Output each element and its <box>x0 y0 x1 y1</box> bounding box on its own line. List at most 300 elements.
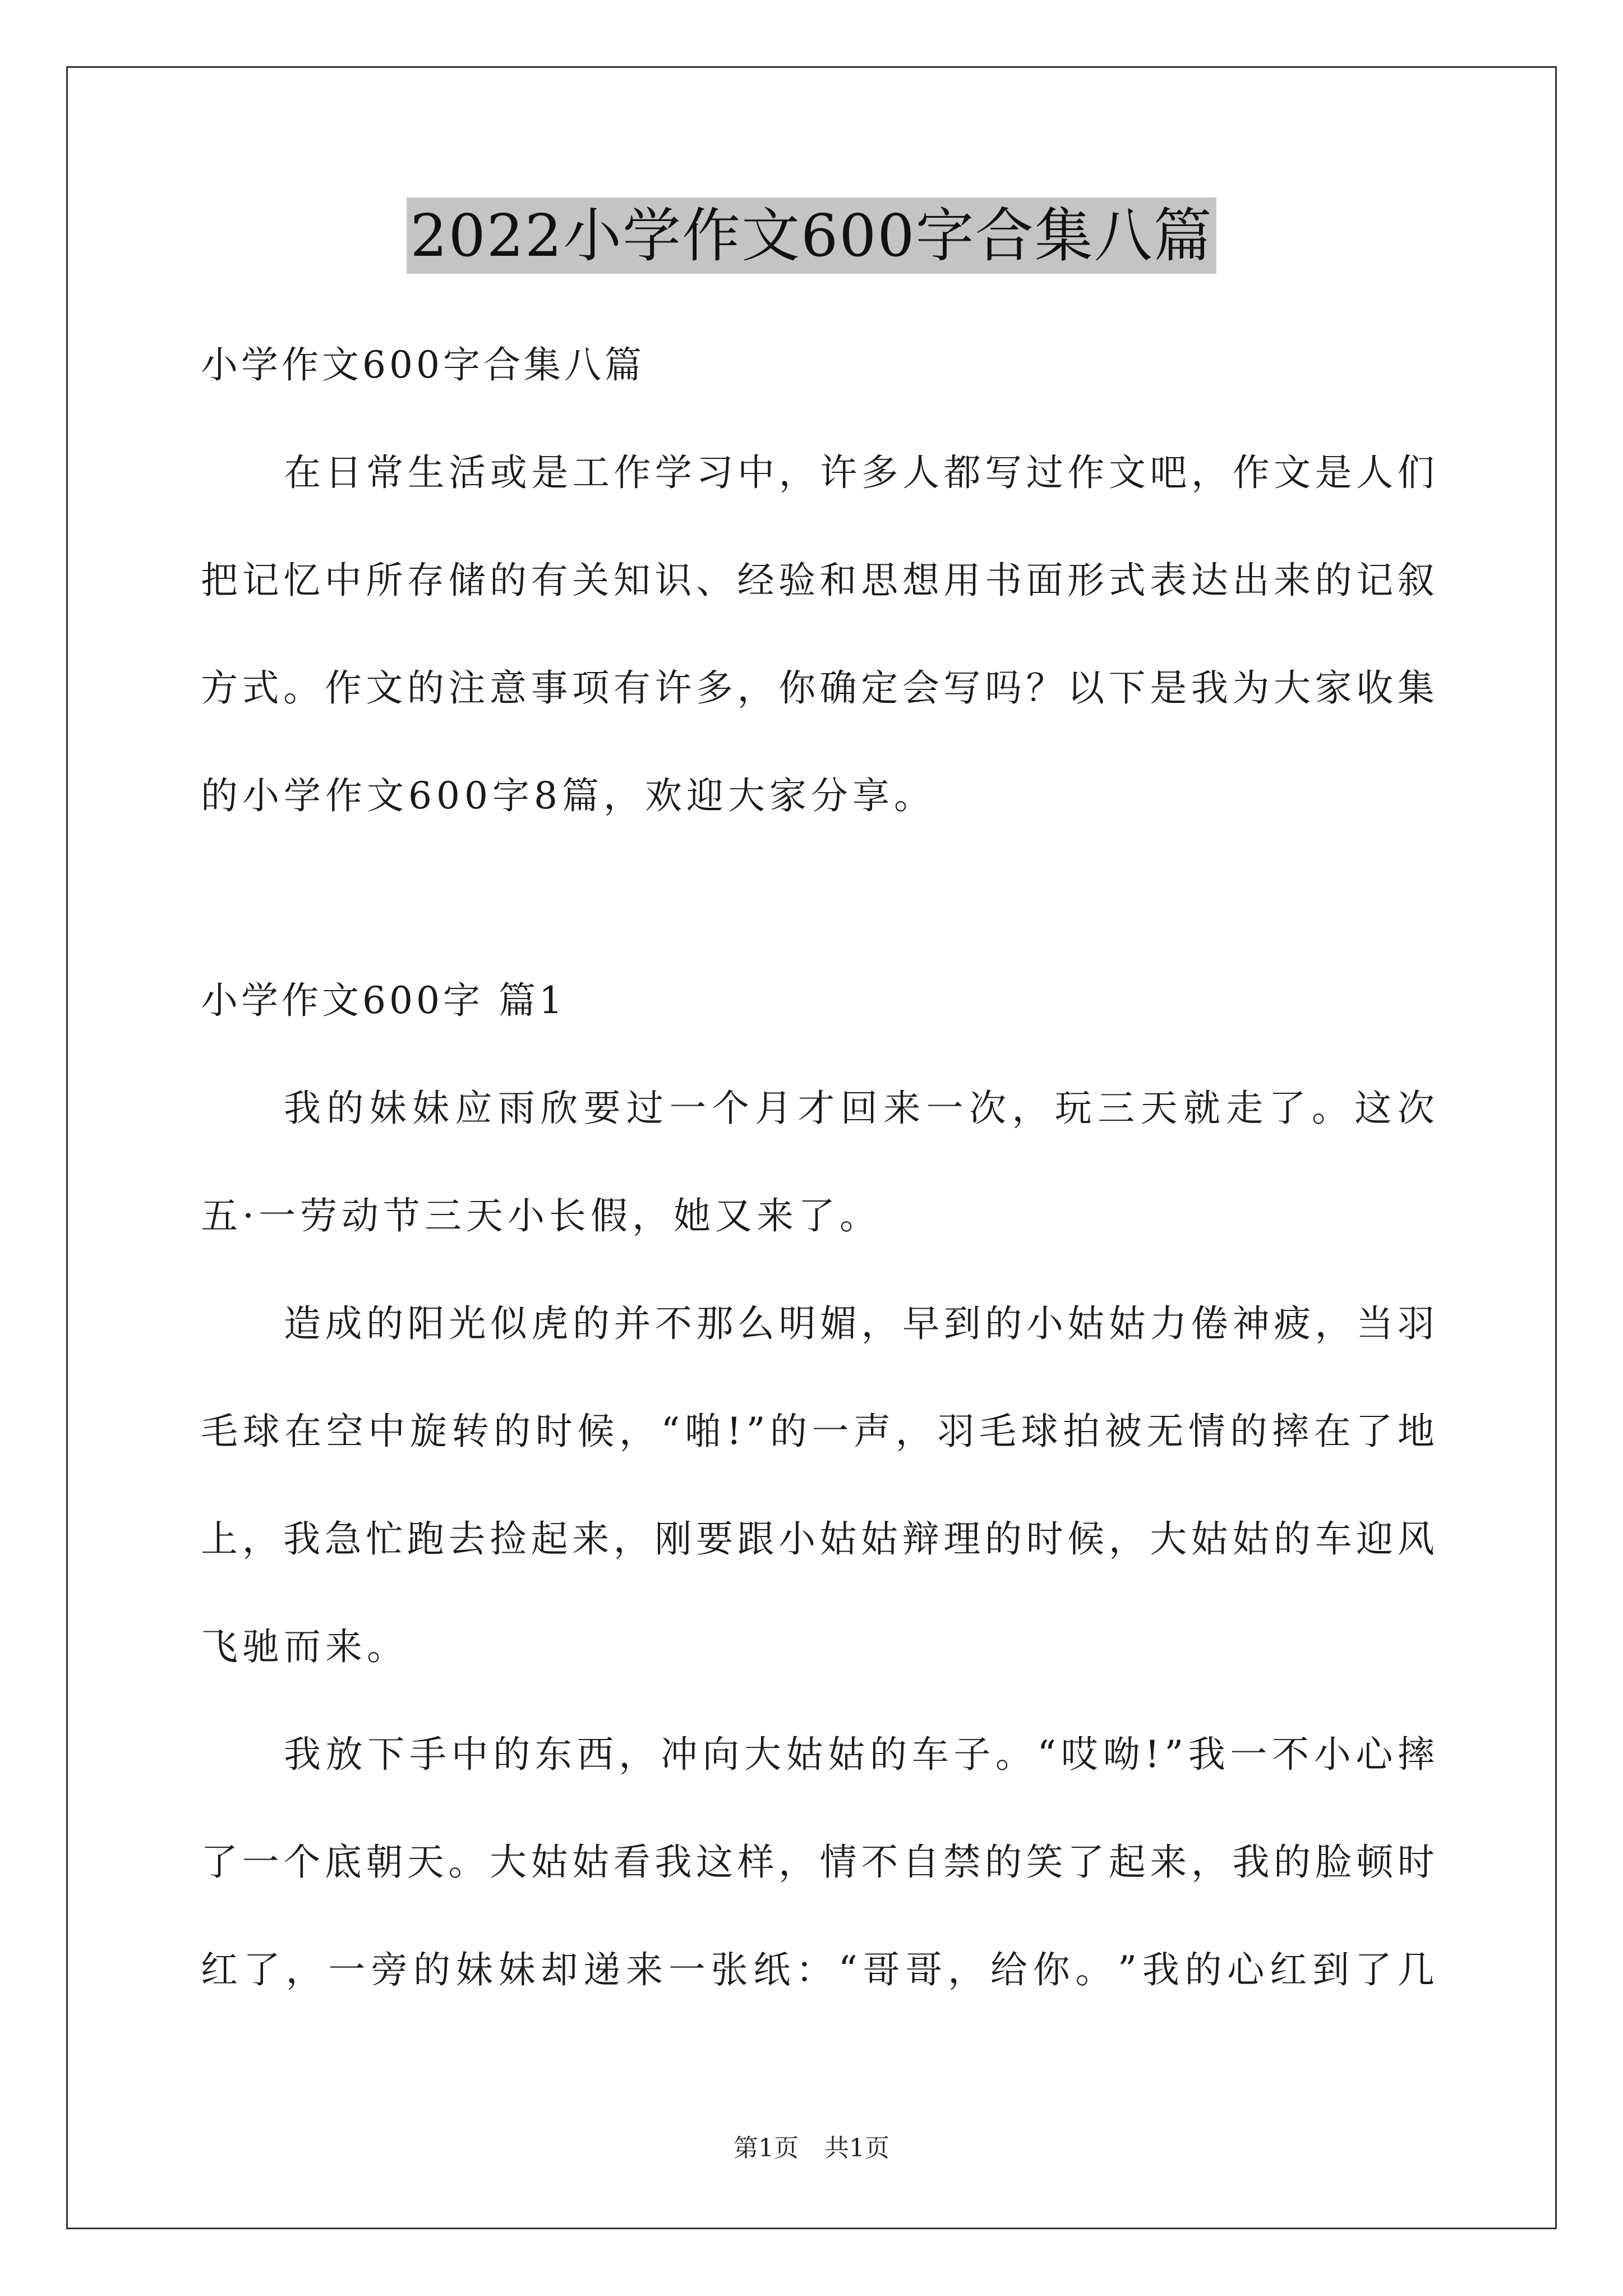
line-glyph: 收 <box>1356 666 1394 710</box>
line-glyph: 放 <box>325 1733 363 1776</box>
line-glyph: 常 <box>366 451 404 494</box>
line-glyph: 顿 <box>1356 1841 1394 1884</box>
line-glyph: ” <box>1118 1948 1137 1991</box>
line-glyph: 多 <box>695 666 733 710</box>
line-glyph: 阳 <box>407 1302 445 1345</box>
line-glyph: 候 <box>577 1410 615 1453</box>
paragraph-line <box>201 1916 1435 2024</box>
line-glyph: 了 <box>243 1948 280 1991</box>
line-glyph: 了 <box>1067 1841 1105 1884</box>
line-glyph: 辩 <box>902 1517 939 1561</box>
paragraph-line <box>201 1270 1435 1378</box>
line-glyph: ， <box>948 1948 985 1991</box>
line-glyph: 经 <box>737 559 774 602</box>
line-glyph: 的 <box>985 1302 1022 1345</box>
line-glyph: 姑 <box>819 1517 857 1561</box>
line-glyph: 摔 <box>1397 1733 1435 1776</box>
line-glyph: 就 <box>1183 1087 1220 1130</box>
line-glyph: 我 <box>284 1087 321 1130</box>
line-glyph: 形 <box>1067 559 1105 602</box>
line-glyph: 明 <box>778 1302 816 1345</box>
line-glyph: 妹 <box>412 1087 450 1130</box>
line-glyph: 这 <box>1354 1087 1392 1130</box>
line-glyph: 底 <box>324 1841 362 1884</box>
line-glyph: 车 <box>1315 1517 1352 1561</box>
line-glyph: 记 <box>1356 559 1394 602</box>
line-glyph: 才 <box>797 1087 835 1130</box>
intro-line: 的小学作文600字8篇，欢迎大家分享。 <box>201 774 935 817</box>
line-glyph: “ <box>838 1948 857 1991</box>
line-glyph: 我 <box>284 1733 321 1776</box>
line-glyph: ： <box>796 1948 833 1991</box>
line-glyph: 不 <box>1272 1733 1310 1776</box>
line-glyph: 并 <box>614 1302 651 1345</box>
line-glyph: 姑 <box>1232 1517 1270 1561</box>
line-glyph: 天 <box>407 1841 444 1884</box>
line-glyph: 意 <box>490 666 527 710</box>
line-glyph: 跑 <box>407 1517 444 1561</box>
page-footer <box>0 2132 1623 2165</box>
line-glyph: 向 <box>702 1733 740 1776</box>
line-glyph: 哥 <box>863 1948 900 1991</box>
line-glyph: 叙 <box>1397 559 1435 602</box>
line-glyph: 力 <box>1150 1302 1187 1345</box>
line-glyph: 我 <box>283 1517 321 1561</box>
line-glyph: 转 <box>451 1410 489 1453</box>
line-glyph: 人 <box>902 451 940 494</box>
line-glyph: 走 <box>1226 1087 1264 1130</box>
line-glyph: 多 <box>861 451 898 494</box>
line-glyph: 的 <box>413 1948 450 1991</box>
line-glyph: 一 <box>811 1410 849 1453</box>
line-glyph: 你 <box>1032 1948 1070 1991</box>
line-glyph: 吗 <box>984 666 1022 710</box>
intro-line <box>201 419 1435 527</box>
line-glyph: 记 <box>242 559 279 602</box>
line-glyph: 许 <box>820 451 857 494</box>
line-glyph: 有 <box>531 559 568 602</box>
line-glyph: 是 <box>1315 451 1352 494</box>
line-glyph: 中 <box>737 451 775 494</box>
line-glyph: 的 <box>494 1410 531 1453</box>
line-glyph: 来 <box>1274 559 1311 602</box>
line-glyph: 所 <box>366 559 403 602</box>
line-glyph: 早 <box>902 1302 940 1345</box>
line-glyph: 过 <box>626 1087 663 1130</box>
line-glyph: 姑 <box>828 1733 865 1776</box>
line-glyph: 是 <box>531 451 569 494</box>
line-glyph: 储 <box>448 559 486 602</box>
paragraph-line <box>201 1485 1435 1593</box>
line-glyph: 玩 <box>1054 1087 1092 1130</box>
line-glyph: 姑 <box>861 1517 898 1561</box>
line-glyph: 时 <box>535 1410 573 1453</box>
line-glyph: 旋 <box>409 1410 447 1453</box>
line-glyph: 来 <box>572 1517 610 1561</box>
line-glyph: 你 <box>778 666 816 710</box>
line-glyph: 三 <box>1098 1087 1135 1130</box>
line-glyph: 工 <box>572 451 610 494</box>
line-glyph: 羽 <box>1397 1302 1435 1345</box>
line-glyph: 的 <box>869 1733 907 1776</box>
line-glyph: 识 <box>654 559 692 602</box>
line-glyph: 时 <box>1026 1517 1063 1561</box>
line-glyph: 当 <box>1356 1302 1394 1345</box>
paragraph-line <box>201 1809 1435 1916</box>
line-glyph: 来 <box>883 1087 921 1130</box>
line-glyph: 以 <box>1067 666 1105 710</box>
line-glyph: 用 <box>943 559 981 602</box>
line-glyph: 了 <box>201 1841 238 1884</box>
line-glyph: 一 <box>926 1087 963 1130</box>
line-glyph: 忙 <box>366 1517 403 1561</box>
line-glyph: 我 <box>1232 1841 1270 1884</box>
line-glyph: 许 <box>654 666 692 710</box>
line-glyph: 无 <box>1146 1410 1184 1453</box>
line-glyph: 一 <box>668 1948 706 1991</box>
line-glyph: 把 <box>201 559 238 602</box>
section-heading: 小学作文600字 篇1 <box>201 979 566 1022</box>
line-glyph: 忆 <box>283 559 321 602</box>
line-glyph: 成 <box>325 1302 362 1345</box>
line-glyph: 注 <box>448 666 486 710</box>
line-glyph: 了 <box>1355 1410 1393 1453</box>
line-glyph: 禁 <box>943 1841 981 1884</box>
line-glyph: 在 <box>1313 1410 1351 1453</box>
line-glyph: 的 <box>326 1087 364 1130</box>
line-glyph: 项 <box>572 666 610 710</box>
line-glyph: 确 <box>819 666 857 710</box>
line-glyph: 造 <box>284 1302 321 1345</box>
line-glyph: 候 <box>1067 1517 1105 1561</box>
line-glyph: 我 <box>1191 666 1228 710</box>
line-glyph: 达 <box>1191 559 1228 602</box>
line-glyph: 地 <box>1397 1410 1435 1453</box>
line-glyph: ？ <box>1026 666 1063 710</box>
line-glyph: 风 <box>1397 1517 1435 1561</box>
line-glyph: 的 <box>1230 1410 1267 1453</box>
line-glyph: ， <box>778 1841 816 1884</box>
line-glyph: 关 <box>572 559 610 602</box>
line-glyph: 媚 <box>820 1302 857 1345</box>
line-glyph: 写 <box>943 666 981 710</box>
line-glyph: 作 <box>324 666 362 710</box>
line-glyph: 姑 <box>531 1841 568 1884</box>
line-glyph: 日 <box>325 451 362 494</box>
line-glyph: 时 <box>1397 1841 1435 1884</box>
line-glyph: 自 <box>902 1841 939 1884</box>
line-glyph: 拍 <box>1063 1410 1100 1453</box>
line-glyph: 次 <box>969 1087 1006 1130</box>
line-glyph: 想 <box>902 559 939 602</box>
line-glyph: 这 <box>695 1841 733 1884</box>
title-container <box>0 197 1623 274</box>
line-glyph: 妹 <box>455 1948 493 1991</box>
line-glyph: 那 <box>696 1302 734 1345</box>
line-glyph: ， <box>619 1410 656 1453</box>
line-glyph: 的 <box>490 559 527 602</box>
line-glyph: 疲 <box>1274 1302 1311 1345</box>
line-glyph: 到 <box>943 1302 981 1345</box>
line-glyph: 不 <box>861 1841 898 1884</box>
line-glyph: ” <box>746 1410 766 1453</box>
line-glyph: ， <box>1315 1302 1352 1345</box>
line-glyph: 们 <box>1397 451 1435 494</box>
line-glyph: 哥 <box>905 1948 943 1991</box>
line-glyph: 跟 <box>737 1517 774 1561</box>
line-glyph: 。 <box>1075 1948 1113 1991</box>
paragraph-line <box>201 1701 1435 1809</box>
line-glyph: 光 <box>449 1302 486 1345</box>
line-glyph: 么 <box>737 1302 775 1345</box>
line-glyph: 被 <box>1104 1410 1142 1453</box>
line-glyph: 旁 <box>371 1948 408 1991</box>
line-glyph: 回 <box>840 1087 878 1130</box>
line-glyph: 应 <box>455 1087 492 1130</box>
line-glyph: ， <box>242 1517 279 1561</box>
line-glyph: 出 <box>1232 559 1270 602</box>
line-glyph: 大 <box>1274 666 1311 710</box>
line-glyph: 个 <box>712 1087 749 1130</box>
paragraph-line: 飞驰而来。 <box>201 1625 408 1668</box>
line-glyph: “ <box>1037 1733 1057 1776</box>
line-glyph: 了 <box>1269 1087 1306 1130</box>
line-glyph: 红 <box>201 1948 238 1991</box>
line-glyph: 式 <box>1108 559 1146 602</box>
line-glyph: 虎 <box>531 1302 569 1345</box>
line-glyph: 验 <box>778 559 816 602</box>
line-glyph: 迎 <box>1356 1517 1394 1561</box>
line-glyph: 大 <box>490 1841 527 1884</box>
paragraph-line <box>201 1378 1435 1485</box>
line-glyph: 下 <box>1108 666 1146 710</box>
line-glyph: 的 <box>984 1841 1022 1884</box>
line-glyph: ， <box>1108 1517 1146 1561</box>
line-glyph: 为 <box>1232 666 1270 710</box>
line-glyph: 文 <box>1108 451 1146 494</box>
line-glyph: 妹 <box>369 1087 407 1130</box>
line-glyph: ， <box>737 666 774 710</box>
line-glyph: ， <box>285 1948 323 1991</box>
line-glyph: 小 <box>778 1517 816 1561</box>
line-glyph: 我 <box>654 1841 692 1884</box>
line-glyph: 声 <box>854 1410 891 1453</box>
line-glyph: 天 <box>1140 1087 1178 1130</box>
paragraph-line: 五·一劳动节三天小长假，她又来了。 <box>201 1194 881 1237</box>
line-glyph: 的 <box>572 1302 610 1345</box>
line-glyph: 表 <box>1150 559 1187 602</box>
line-glyph: 方 <box>201 666 238 710</box>
line-glyph: 情 <box>1188 1410 1225 1453</box>
line-glyph: 作 <box>1067 451 1105 494</box>
line-glyph: 和 <box>819 559 857 602</box>
line-glyph: 样 <box>737 1841 774 1884</box>
line-glyph: 家 <box>1315 666 1352 710</box>
line-glyph: 我 <box>1188 1733 1225 1776</box>
line-glyph: 人 <box>1356 451 1394 494</box>
line-glyph: 几 <box>1397 1948 1435 1991</box>
line-glyph: 刚 <box>654 1517 692 1561</box>
line-glyph: 去 <box>448 1517 486 1561</box>
line-glyph: 递 <box>583 1948 621 1991</box>
section-gap <box>201 850 1435 947</box>
line-glyph: 、 <box>695 559 733 602</box>
line-glyph: 式 <box>242 666 279 710</box>
line-glyph: 啪 <box>684 1410 722 1453</box>
line-glyph: 心 <box>1355 1733 1393 1776</box>
line-glyph: 的 <box>407 666 444 710</box>
line-glyph: 定 <box>861 666 898 710</box>
line-glyph: ， <box>1191 1841 1228 1884</box>
line-glyph: 或 <box>490 451 527 494</box>
line-glyph: 了 <box>1354 1948 1392 1991</box>
line-glyph: 姑 <box>1108 1302 1146 1345</box>
line-glyph: 的 <box>1184 1948 1222 1991</box>
line-glyph: ! <box>726 1410 741 1453</box>
line-glyph: 姑 <box>572 1841 610 1884</box>
line-glyph: 来 <box>625 1948 663 1991</box>
line-glyph: 事 <box>531 666 568 710</box>
line-glyph: 毛 <box>979 1410 1016 1453</box>
line-glyph: 妹 <box>498 1948 536 1991</box>
line-glyph: 空 <box>326 1410 363 1453</box>
line-glyph: 我 <box>1142 1948 1179 1991</box>
line-glyph: 次 <box>1397 1087 1435 1130</box>
line-glyph: 有 <box>613 666 651 710</box>
line-glyph: 的 <box>984 1517 1022 1561</box>
line-glyph: ， <box>613 1517 651 1561</box>
page-total: 共1页 <box>824 2134 889 2162</box>
line-glyph: 下 <box>367 1733 405 1776</box>
line-glyph: 起 <box>531 1517 568 1561</box>
line-glyph: 集 <box>1397 666 1435 710</box>
line-glyph: ， <box>1191 451 1229 494</box>
line-glyph: 急 <box>324 1517 362 1561</box>
line-glyph: ， <box>895 1410 933 1453</box>
line-glyph: 思 <box>861 559 898 602</box>
line-glyph: ， <box>1012 1087 1049 1130</box>
line-glyph: ” <box>1164 1733 1184 1776</box>
line-glyph: 心 <box>1227 1948 1265 1991</box>
line-glyph: 个 <box>283 1841 321 1884</box>
line-glyph: ， <box>778 451 816 494</box>
line-glyph: 球 <box>242 1410 280 1453</box>
line-glyph: 子 <box>953 1733 991 1776</box>
line-glyph: 神 <box>1232 1302 1270 1345</box>
line-glyph: 球 <box>1021 1410 1058 1453</box>
line-glyph: 。 <box>283 666 321 710</box>
line-glyph: ， <box>619 1733 656 1776</box>
line-glyph: 在 <box>284 451 321 494</box>
line-glyph: 一 <box>1230 1733 1267 1776</box>
line-glyph: 看 <box>613 1841 651 1884</box>
line-glyph: 中 <box>324 559 362 602</box>
document-body <box>201 311 1435 2024</box>
line-glyph: 是 <box>1150 666 1187 710</box>
line-glyph: 摔 <box>1272 1410 1310 1453</box>
line-glyph: 给 <box>990 1948 1027 1991</box>
line-glyph: 一 <box>328 1948 366 1991</box>
line-glyph: ! <box>1145 1733 1160 1776</box>
line-glyph: 车 <box>911 1733 949 1776</box>
line-glyph: 倦 <box>1191 1302 1229 1345</box>
line-glyph: 西 <box>577 1733 614 1776</box>
line-glyph: 上 <box>201 1517 238 1561</box>
line-glyph: 冲 <box>660 1733 698 1776</box>
line-glyph: 要 <box>695 1517 733 1561</box>
line-glyph: 中 <box>451 1733 488 1776</box>
line-glyph: 要 <box>583 1087 621 1130</box>
line-glyph: 文 <box>1274 451 1311 494</box>
line-glyph: 过 <box>1026 451 1063 494</box>
line-glyph: 红 <box>1270 1948 1307 1991</box>
line-glyph: 知 <box>613 559 651 602</box>
line-glyph: 姑 <box>1191 1517 1228 1561</box>
line-glyph: 朝 <box>366 1841 403 1884</box>
line-glyph: 理 <box>943 1517 981 1561</box>
document-title: 2022小学作文600字合集八篇 <box>407 197 1216 274</box>
line-glyph: 吧 <box>1150 451 1187 494</box>
line-glyph: 大 <box>1150 1517 1187 1561</box>
line-glyph: 作 <box>614 451 651 494</box>
line-glyph: 起 <box>1108 1841 1146 1884</box>
line-glyph: 学 <box>654 451 692 494</box>
line-glyph: 会 <box>902 666 939 710</box>
line-glyph: 东 <box>534 1733 572 1776</box>
line-glyph: 习 <box>696 451 734 494</box>
line-glyph: 似 <box>490 1302 527 1345</box>
line-glyph: 的 <box>1274 1841 1311 1884</box>
line-glyph: 羽 <box>937 1410 975 1453</box>
line-glyph: 都 <box>943 451 981 494</box>
line-glyph: 月 <box>755 1087 792 1130</box>
line-glyph: 不 <box>654 1302 692 1345</box>
page-number: 第1页 <box>734 2134 799 2162</box>
line-glyph: 哎 <box>1061 1733 1098 1776</box>
line-glyph: 的 <box>769 1410 807 1453</box>
line-glyph: 小 <box>1313 1733 1351 1776</box>
line-glyph: 雨 <box>497 1087 535 1130</box>
line-glyph: “ <box>661 1410 680 1453</box>
line-glyph: 的 <box>493 1733 531 1776</box>
line-glyph: 的 <box>366 1302 404 1345</box>
line-glyph: 到 <box>1312 1948 1350 1991</box>
line-glyph: 。 <box>448 1841 486 1884</box>
line-glyph: 大 <box>744 1733 782 1776</box>
line-glyph: 的 <box>1315 559 1352 602</box>
line-glyph: 呦 <box>1103 1733 1140 1776</box>
intro-line <box>201 527 1435 634</box>
line-glyph: 在 <box>284 1410 322 1453</box>
line-glyph: 欣 <box>541 1087 578 1130</box>
line-glyph: 来 <box>1150 1841 1187 1884</box>
line-glyph: 捡 <box>490 1517 527 1561</box>
line-glyph: 写 <box>985 451 1022 494</box>
line-glyph: 情 <box>819 1841 857 1884</box>
document-subtitle: 小学作文600字合集八篇 <box>201 343 645 386</box>
paragraph-line <box>201 1055 1435 1162</box>
line-glyph: 手 <box>409 1733 446 1776</box>
line-glyph: 。 <box>995 1733 1032 1776</box>
intro-line <box>201 634 1435 742</box>
line-glyph: 脸 <box>1315 1841 1352 1884</box>
line-glyph: 中 <box>368 1410 405 1453</box>
line-glyph: 笑 <box>1026 1841 1063 1884</box>
line-glyph: ， <box>861 1302 898 1345</box>
line-glyph: 小 <box>1026 1302 1063 1345</box>
line-glyph: 一 <box>242 1841 279 1884</box>
line-glyph: 文 <box>366 666 403 710</box>
